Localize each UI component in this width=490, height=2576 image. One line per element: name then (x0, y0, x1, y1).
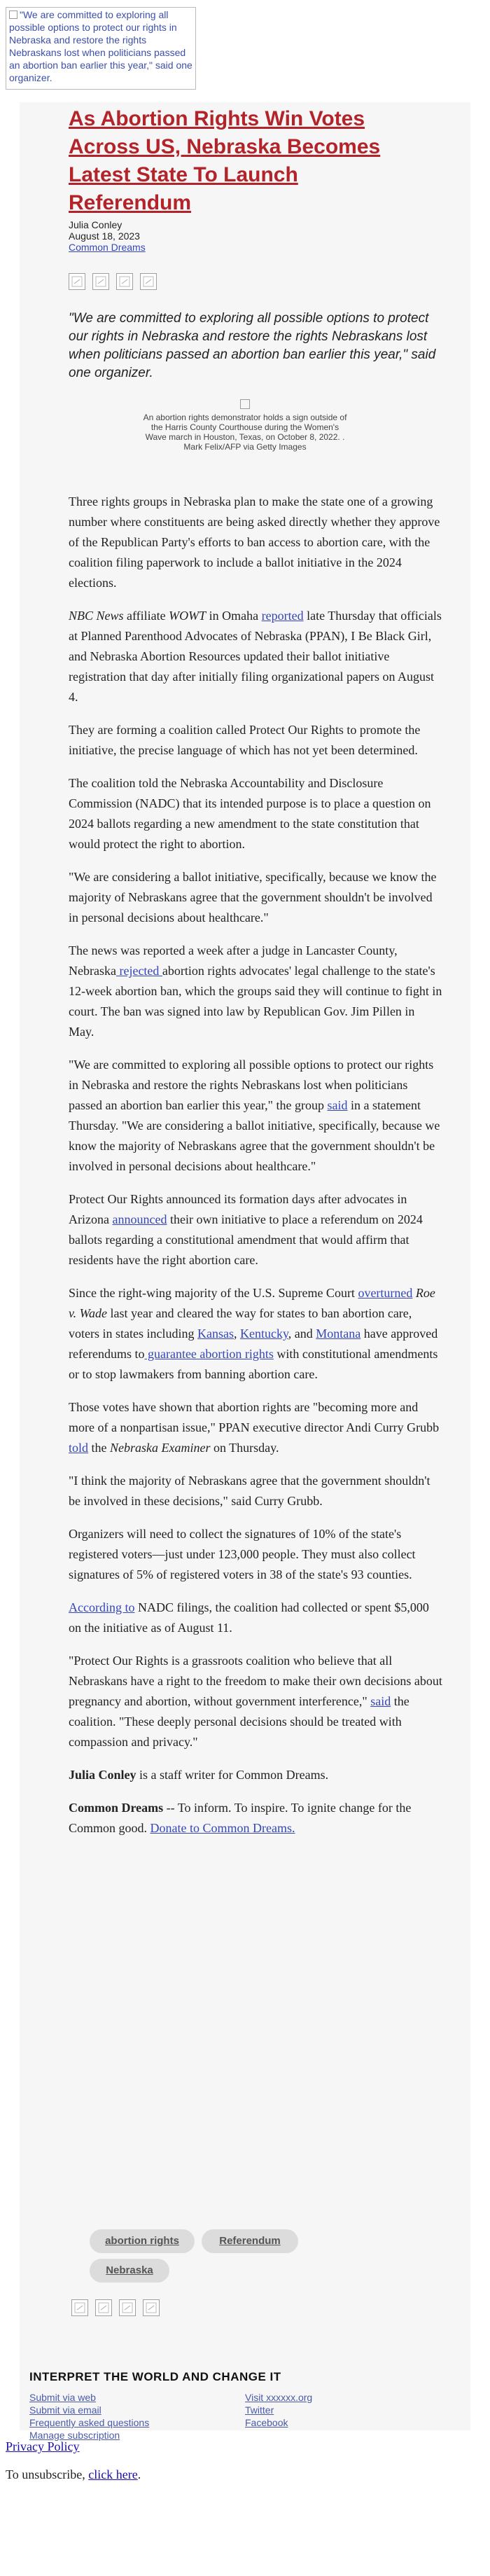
social-share-top (69, 273, 157, 290)
announced-link[interactable]: announced (112, 1212, 167, 1226)
according-to-link[interactable]: According to (69, 1600, 135, 1614)
article-meta (69, 219, 146, 253)
preview-image-alt: "We are committed to exploring all possible options to protect our rights in Nebraska and restore the rights Nebraskans lost when politicians passed an abortion ban earlier this year," said one organizer. (9, 9, 192, 83)
date: August 18, 2023 (69, 230, 140, 242)
article-body (69, 492, 443, 1851)
preview-image (6, 7, 196, 90)
paragraph: "We are considering a ballot initiative, specifically, because we know the majority of Nebraskans agree that the government shouldn't be involved in personal decisions about healthcare." (69, 870, 437, 925)
footer-heading: INTERPRET THE WORLD AND CHANGE IT (29, 2370, 281, 2383)
paragraph: "Protect Our Rights is a grassroots coalition who believe that all Nebraskans have a right to the freedom to make their own decisions about pregnancy and abortion, without government interference," said the coalition. "These deeply personal decisions should be treated with compassion and privacy." (69, 1654, 442, 1749)
paragraph: Those votes have shown that abortion rights are "becoming more and more of a nonpartisan issue," PPAN executive director Andi Curry Grubb told the Nebraska Examiner on Thursday. (69, 1400, 440, 1455)
photo-caption: An abortion rights demonstrator holds a sign outside of the Harris County Courthouse during the Women's Wave march in Houston, Texas, on October 8, 2022. . Mark Felix/AFP via Getty Images (143, 413, 347, 452)
paragraph: They are forming a coalition called Protect Our Rights to promote the initiative, the precise language of which has not yet been determined. (69, 723, 421, 757)
overturned-link[interactable]: overturned (358, 1286, 413, 1300)
email-icon[interactable] (119, 2299, 136, 2316)
paragraph: According to NADC filings, the coalition had collected or spent $5,000 on the initiative as of August 11. (69, 1600, 429, 1635)
facebook-icon[interactable] (95, 2299, 112, 2316)
privacy-row (6, 2437, 80, 2456)
social-share-bottom (71, 2299, 160, 2316)
article-title[interactable]: As Abortion Rights Win Votes Across US, Nebraska Becomes Latest State To Launch Referendum (69, 107, 381, 214)
kentucky-link[interactable]: Kentucky (239, 1327, 288, 1341)
rejected-link[interactable]: rejected (115, 964, 162, 978)
twitter-icon[interactable] (71, 2299, 88, 2316)
article-photo (140, 399, 350, 452)
broken-image-icon (240, 399, 250, 409)
donate-link[interactable]: Donate to Common Dreams. (150, 1821, 295, 1835)
twitter-icon[interactable] (69, 273, 85, 290)
share-icon[interactable] (143, 2299, 160, 2316)
unsubscribe-row: To unsubscribe, click here. (6, 2467, 141, 2481)
said-link[interactable]: said (327, 1098, 348, 1112)
footer-links-right (245, 2391, 312, 2429)
told-link[interactable]: told (69, 1441, 89, 1455)
paragraph: Organizers will need to collect the signatures of 10% of the state's registered voters—just under 123,000 people. They must also collect signatures of 5% of registered voters in 38 of the state's 93 counties. (69, 1527, 416, 1581)
broken-image-icon (9, 11, 18, 19)
facebook-link[interactable]: Facebook (245, 2417, 288, 2428)
montana-link[interactable]: Montana (316, 1327, 361, 1341)
facebook-icon[interactable] (92, 273, 109, 290)
email-icon[interactable] (116, 273, 133, 290)
faq-link[interactable]: Frequently asked questions (29, 2417, 150, 2428)
kansas-link[interactable]: Kansas (197, 1327, 234, 1341)
paragraph: The coalition told the Nebraska Accountability and Disclosure Commission (NADC) that its intended purpose is to place a question on 2024 ballots regarding a new amendment to the state constitution that would protect the right to abortion. (69, 776, 431, 851)
paragraph: Three rights groups in Nebraska plan to make the state one of a growing number where constituents are being asked directly whether they approve of the Republican Party's efforts to ban access to abortion care, with the coalition filing paperwork to include a ballot initiative in the 2024 elections. (69, 494, 440, 590)
tag-nebraska[interactable]: Nebraska (90, 2259, 169, 2283)
tag-abortion-rights[interactable]: abortion rights (90, 2229, 195, 2253)
manage-subscription-link[interactable]: Manage subscription (29, 2430, 120, 2441)
paragraph: The news was reported a week after a judge in Lancaster County, Nebraska rejected abortion rights advocates' legal challenge to the state's 12-week abortion ban, which the groups said they will continue to fight in court. The ban was signed into law by Republican Gov. Jim Pillen in May. (69, 943, 442, 1039)
author: Julia Conley (69, 219, 122, 230)
pull-quote: "We are committed to exploring all possible options to protect our rights in Nebraska and restore the rights Nebraskans lost when politicians passed an abortion ban earlier this year," said one organizer. (69, 311, 436, 380)
outlet-link[interactable]: Common Dreams (69, 242, 146, 253)
submit-via-web-link[interactable]: Submit via web (29, 2392, 96, 2403)
paragraph: "I think the majority of Nebraskans agree that the government shouldn't be involved in these decisions," said Curry Grubb. (69, 1474, 430, 1508)
twitter-link[interactable]: Twitter (245, 2404, 274, 2416)
share-icon[interactable] (140, 273, 157, 290)
tag-referendum[interactable]: Referendum (202, 2229, 298, 2253)
coalition-said-link[interactable]: said (370, 1694, 391, 1708)
visit-site-link[interactable]: Visit xxxxxx.org (245, 2392, 313, 2403)
paragraph: Since the right-wing majority of the U.S. Supreme Court overturned Roe v. Wade last year and cleared the way for states to ban abortion care, voters in states including Kansas, Kentucky, and Montana have approved referendums to guarantee abortion rights with constitutional amendments or to stop lawmakers from banning abortion care. (69, 1286, 438, 1381)
unsubscribe-link[interactable]: click here (88, 2467, 138, 2481)
outlet-tagline: Common Dreams -- To inform. To inspire. To ignite change for the Common good. Donate to Common Dreams. (69, 1801, 412, 1835)
paragraph: NBC News affiliate WOWT in Omaha reported late Thursday that officials at Planned Parenthood Advocates of Nebraska (PPAN), I Be Black Girl, and Nebraska Abortion Resources updated their ballot initiative registration that day after initially filing organizational papers on August 4. (69, 609, 442, 704)
guarantee-abortion-rights-link[interactable]: guarantee abortion rights (144, 1347, 274, 1361)
reported-link[interactable]: reported (261, 609, 304, 623)
footer-links-left (29, 2391, 149, 2442)
paragraph: Protect Our Rights announced its formation days after advocates in Arizona announced their own initiative to place a referendum on 2024 ballots regarding a constitutional amendment that would affirm that residents have the right abortion care. (69, 1192, 423, 1267)
submit-via-email-link[interactable]: Submit via email (29, 2404, 102, 2416)
privacy-policy-link[interactable]: Privacy Policy (6, 2439, 80, 2453)
paragraph: "We are committed to exploring all possible options to protect our rights in Nebraska and restore the rights Nebraskans lost when politicians passed an abortion ban earlier this year," the group said in a statement Thursday. "We are considering a ballot initiative, specifically, because we know the majority of Nebraskans agree that the government shouldn't be involved in personal decisions about healthcare." (69, 1058, 440, 1173)
author-bio: Julia Conley is a staff writer for Common Dreams. (69, 1768, 329, 1782)
